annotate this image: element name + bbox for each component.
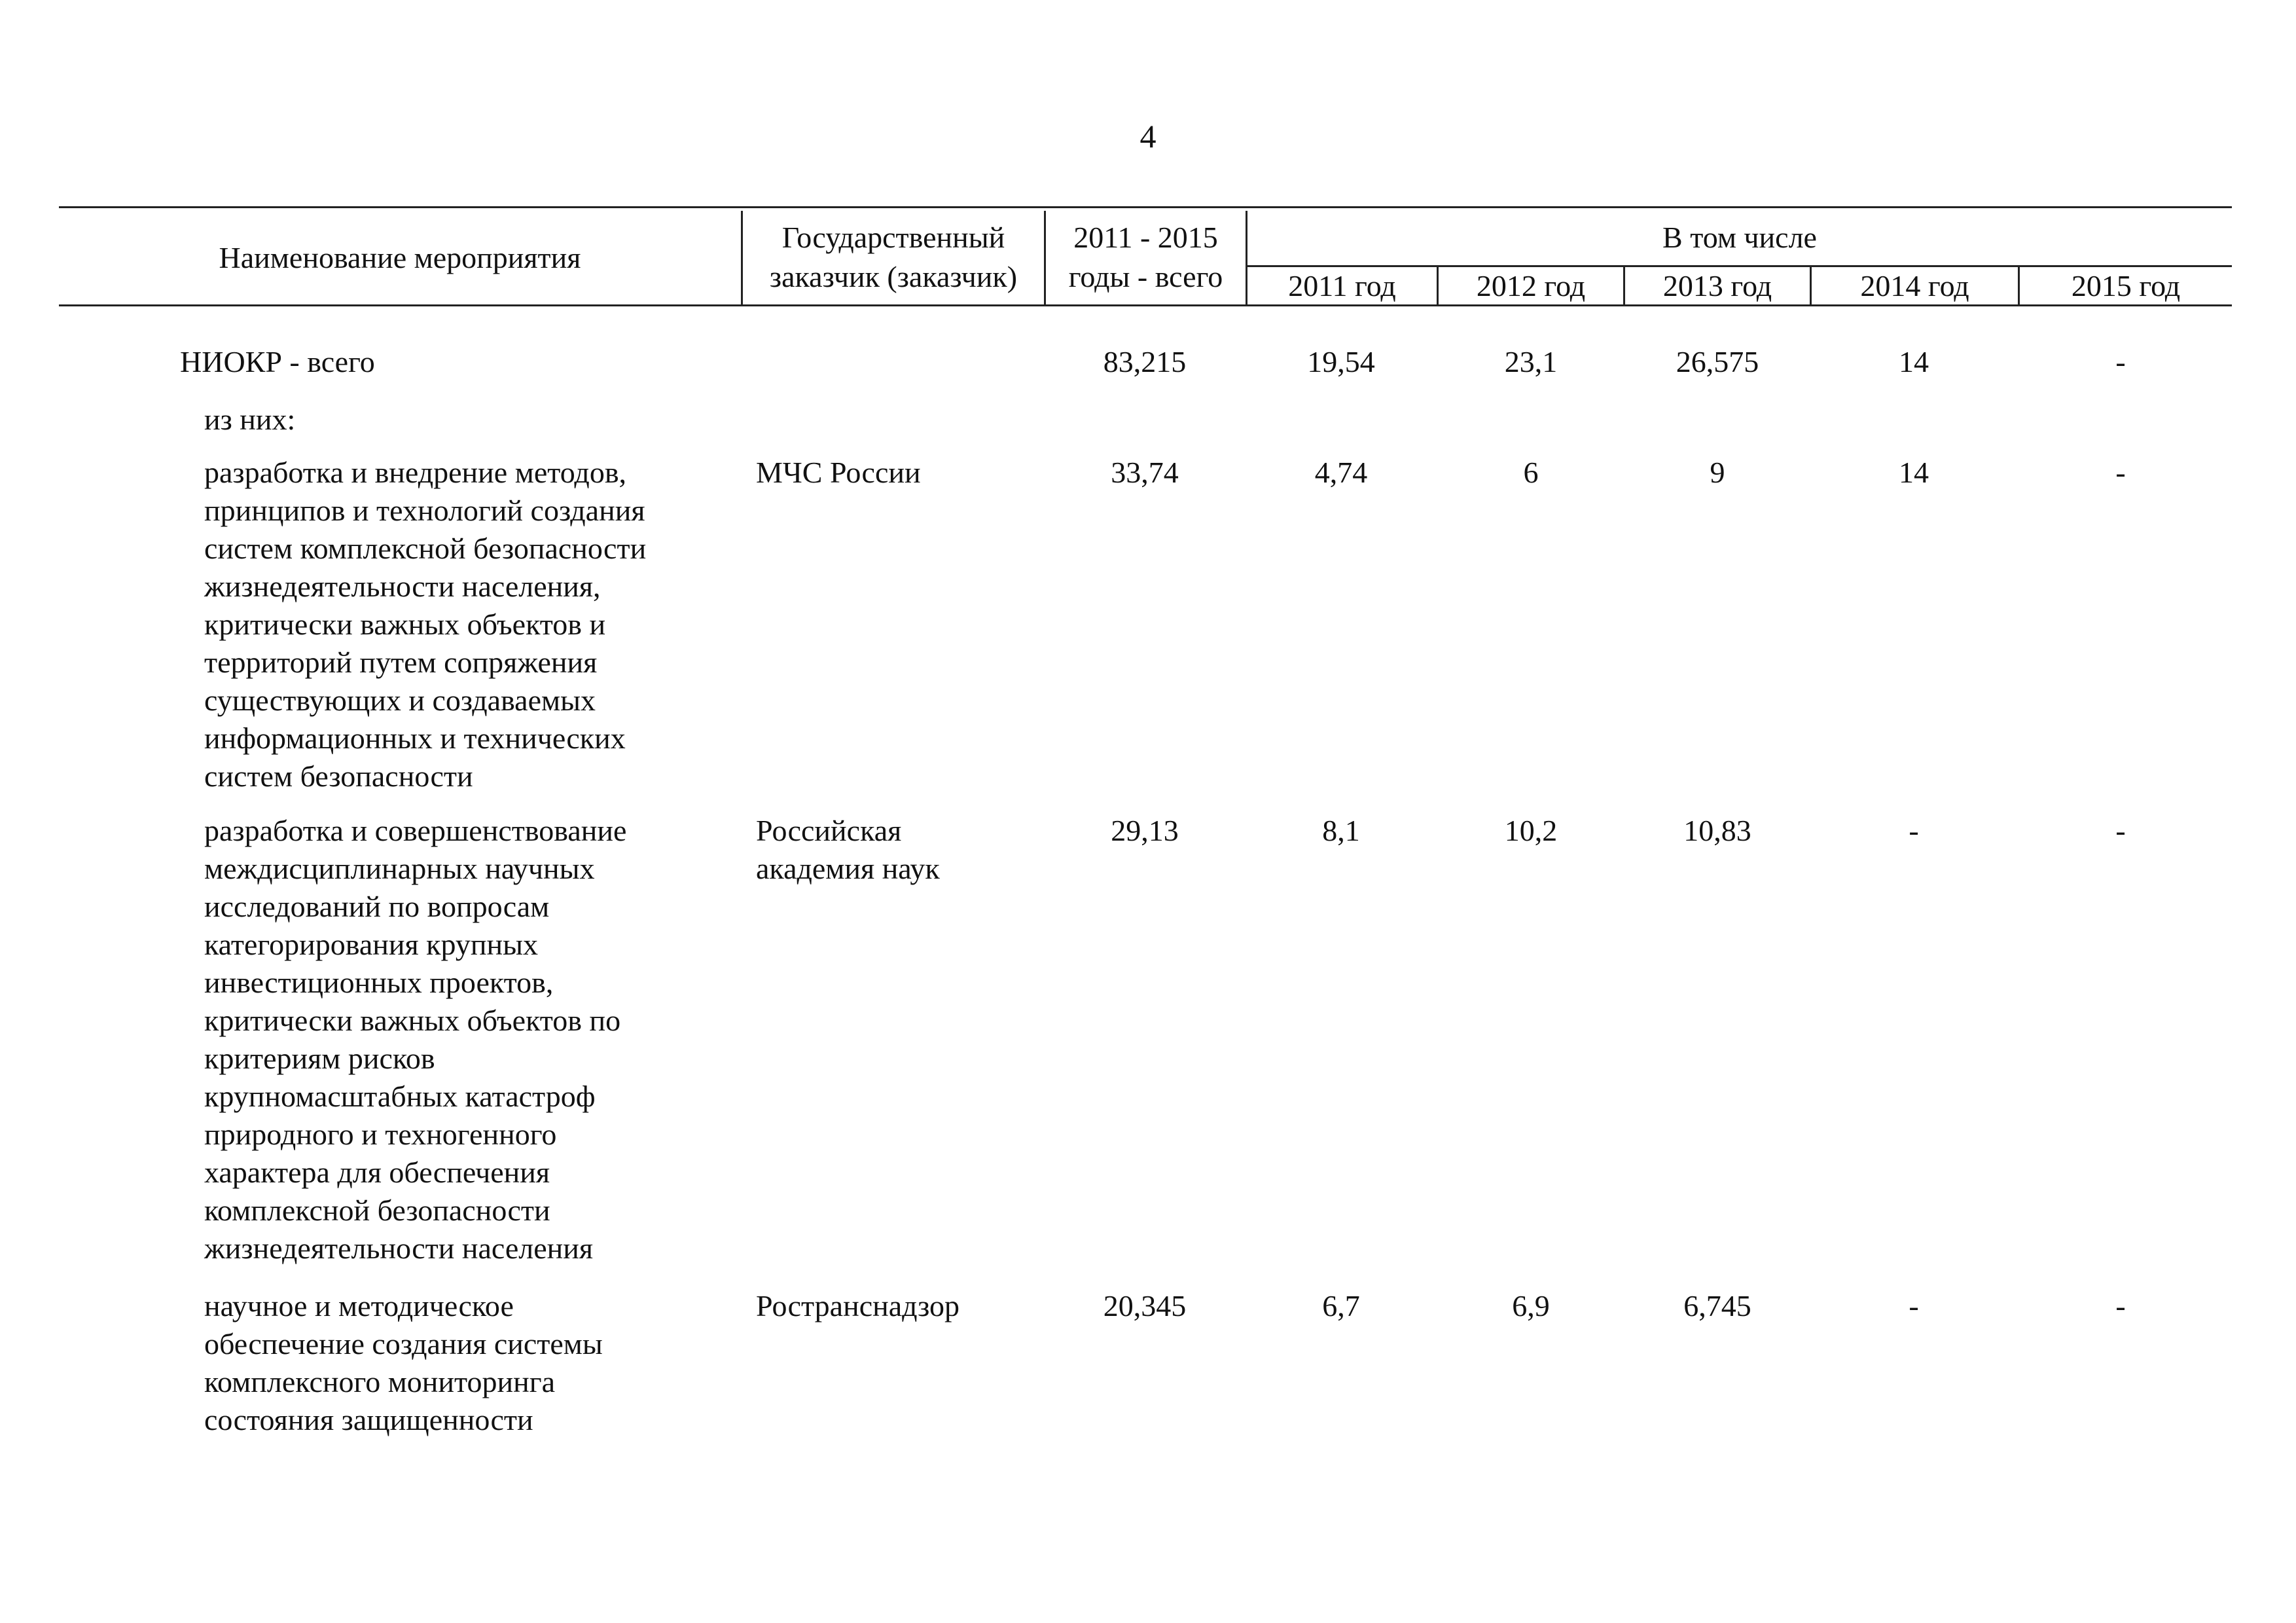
row-mchs-2011: 4,74 bbox=[1314, 456, 1368, 489]
row-mchs-2012: 6 bbox=[1523, 456, 1539, 489]
header-year-2015: 2015 год bbox=[2071, 269, 2181, 302]
row-rtn-2014: - bbox=[1909, 1289, 1919, 1322]
row-rtn-name-line: состояния защищенности bbox=[204, 1403, 533, 1436]
row-rtn-2015: - bbox=[2115, 1289, 2126, 1322]
row-rtn-2011: 6,7 bbox=[1322, 1289, 1360, 1322]
row-total-2013: 26,575 bbox=[1676, 345, 1759, 378]
header-total-line2: годы - всего bbox=[1068, 260, 1223, 293]
row-ras-2013: 10,83 bbox=[1683, 814, 1751, 847]
row-mchs-name bbox=[204, 454, 646, 795]
row-rtn-customer: Ространснадзор bbox=[756, 1289, 960, 1322]
header-total-line1: 2011 - 2015 bbox=[1073, 221, 1218, 254]
row-rtn-2012: 6,9 bbox=[1512, 1289, 1550, 1322]
row-ras-name-line: природного и техногенного bbox=[204, 1118, 557, 1151]
table-top-rule bbox=[59, 206, 2232, 208]
row-total-2015: - bbox=[2115, 345, 2126, 378]
row-ras-name-line: разработка и совершенствование bbox=[204, 814, 627, 847]
row-total-2011: 19,54 bbox=[1307, 345, 1375, 378]
header-name: Наименование мероприятия bbox=[219, 241, 581, 274]
row-rtn-name-line: научное и методическое bbox=[204, 1289, 514, 1322]
row-mchs-name-line: жизнедеятельности населения, bbox=[204, 570, 601, 603]
row-ras-customer-line: академия наук bbox=[756, 852, 940, 885]
page-number: 4 bbox=[1139, 118, 1157, 155]
row-rtn-sum: 20,345 bbox=[1103, 1289, 1187, 1322]
row-mchs-name-line: информационных и технических bbox=[204, 721, 626, 755]
row-ras-name-line: комплексной безопасности bbox=[204, 1194, 550, 1227]
header-customer-line1: Государственный bbox=[781, 221, 1005, 254]
header-including: В том числе bbox=[1662, 221, 1817, 254]
row-mchs-name-line: принципов и технологий создания bbox=[204, 494, 645, 527]
row-mchs-name-line: территорий путем сопряжения bbox=[204, 646, 598, 679]
row-rtn-name bbox=[204, 1287, 603, 1439]
row-ras-2015: - bbox=[2115, 814, 2126, 847]
row-mchs-sum: 33,74 bbox=[1111, 456, 1179, 489]
row-mchs-2015: - bbox=[2115, 456, 2126, 489]
row-ras-name-line: крупномасштабных катастроф bbox=[204, 1080, 596, 1113]
header-year-2011: 2011 год bbox=[1288, 269, 1396, 302]
row-mchs-name-line: систем комплексной безопасности bbox=[204, 532, 647, 565]
row-rtn-name-line: комплексного мониторинга bbox=[204, 1365, 556, 1398]
row-ras-name-line: категорирования крупных bbox=[204, 928, 539, 961]
row-ras-2014: - bbox=[1909, 814, 1919, 847]
row-total-2014: 14 bbox=[1899, 345, 1929, 378]
header-year-2012: 2012 год bbox=[1476, 269, 1586, 302]
row-ras-name-line: инвестиционных проектов, bbox=[204, 966, 554, 999]
row-mchs-name-line: разработка и внедрение методов, bbox=[204, 456, 627, 489]
row-ras-customer bbox=[756, 812, 940, 888]
row-of-them-label: из них: bbox=[204, 403, 296, 436]
row-ras-2011: 8,1 bbox=[1322, 814, 1360, 847]
row-mchs-2014: 14 bbox=[1899, 456, 1929, 489]
header-year-2014: 2014 год bbox=[1860, 269, 1969, 302]
header-customer-line2: заказчик (заказчик) bbox=[769, 260, 1018, 293]
row-ras-name-line: исследований по вопросам bbox=[204, 890, 550, 923]
row-ras-name-line: критически важных объектов по bbox=[204, 1004, 621, 1037]
row-total-2012: 23,1 bbox=[1504, 345, 1558, 378]
row-ras-name-line: жизнедеятельности населения bbox=[204, 1231, 594, 1265]
row-mchs-name-line: критически важных объектов и bbox=[204, 608, 606, 641]
row-ras-customer-line: Российская bbox=[756, 814, 902, 847]
row-rtn-2013: 6,745 bbox=[1683, 1289, 1751, 1322]
row-ras-name-line: междисциплинарных научных bbox=[204, 852, 595, 885]
row-rtn-name-line: обеспечение создания системы bbox=[204, 1327, 603, 1360]
row-mchs-2013: 9 bbox=[1710, 456, 1725, 489]
header-year-2013: 2013 год bbox=[1662, 269, 1772, 302]
row-ras-sum: 29,13 bbox=[1111, 814, 1179, 847]
row-ras-2012: 10,2 bbox=[1504, 814, 1558, 847]
row-ras-name-line: характера для обеспечения bbox=[204, 1156, 550, 1189]
row-mchs-name-line: систем безопасности bbox=[204, 759, 473, 793]
row-total-name: НИОКР - всего bbox=[180, 345, 375, 378]
row-mchs-name-line: существующих и создаваемых bbox=[204, 684, 596, 717]
row-total-sum: 83,215 bbox=[1103, 345, 1187, 378]
row-mchs-customer: МЧС России bbox=[756, 456, 921, 489]
row-ras-name-line: критериям рисков bbox=[204, 1042, 435, 1075]
row-ras-name bbox=[204, 812, 626, 1267]
